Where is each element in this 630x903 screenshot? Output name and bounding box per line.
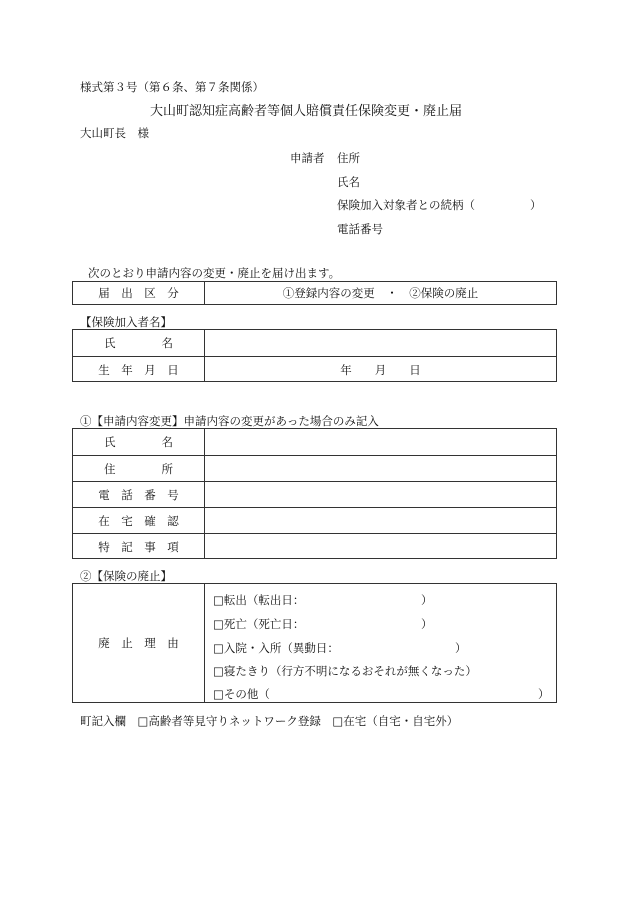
change-row-label: 在 宅 確 認	[98, 513, 179, 528]
applicant-label: 申請者	[290, 151, 325, 165]
abolition-option-other[interactable]: □その他（	[213, 687, 270, 701]
abolition-option-close: ）	[455, 641, 467, 655]
insured-birth-field[interactable]: 年 月 日	[340, 362, 421, 377]
table-row	[73, 507, 556, 533]
table-row	[73, 533, 556, 559]
applicant-relation-close: ）	[530, 198, 542, 212]
abolition-reason-label: 廃 止 理 由	[98, 636, 179, 650]
table-row	[73, 481, 556, 507]
insured-name-label: 氏 名	[104, 336, 173, 350]
change-row-label: 氏 名	[104, 435, 173, 449]
abolition-option-close: ）	[421, 593, 433, 607]
abolition-option-death[interactable]: □死亡（死亡日：	[213, 617, 305, 631]
abolition-option-bedridden[interactable]: □寝たきり（行方不明になるおそれが無くなった）	[213, 664, 477, 678]
change-phone-field[interactable]	[205, 482, 556, 507]
change-home-check-field[interactable]	[205, 508, 556, 533]
abolition-option-moving-out[interactable]: □転出（転出日：	[213, 593, 305, 607]
notification-table	[72, 281, 557, 305]
change-name-field[interactable]	[205, 429, 556, 455]
table-row	[73, 455, 556, 481]
form-number: 様式第３号（第６条、第７条関係）	[80, 80, 264, 94]
abolition-option-hospitalization[interactable]: □入院・入所（異動日：	[213, 641, 339, 655]
change-row-label: 住 所	[104, 461, 173, 476]
change-heading: ①【申請内容変更】申請内容の変更があった場合のみ記入	[80, 414, 379, 428]
insured-birth-label: 生 年 月 日	[98, 362, 179, 377]
change-row-label: 特 記 事 項	[98, 539, 179, 554]
insured-table	[72, 329, 557, 382]
change-row-label: 電 話 番 号	[98, 487, 179, 502]
change-address-field[interactable]	[205, 456, 556, 481]
notification-type-label: 届 出 区 分	[98, 286, 179, 300]
abolition-heading: ②【保険の廃止】	[80, 569, 172, 583]
notification-type-options[interactable]: ①登録内容の変更 ・ ②保険の廃止	[282, 286, 479, 300]
abolition-option-close: ）	[421, 617, 433, 631]
intro-text: 次のとおり申請内容の変更・廃止を届け出ます。	[88, 266, 341, 280]
form-title: 大山町認知症高齢者等個人賠償責任保険変更・廃止届	[150, 104, 463, 119]
change-table	[72, 428, 557, 559]
applicant-address-label: 住所	[337, 151, 360, 165]
applicant-relation-label: 保険加入対象者との続柄（	[337, 198, 475, 212]
addressee: 大山町長 様	[80, 126, 149, 140]
change-notes-field[interactable]	[205, 534, 556, 559]
insured-heading: 【保険加入者名】	[80, 315, 172, 329]
abolition-table	[72, 583, 557, 703]
office-note: 町記入欄 □高齢者等見守りネットワーク登録 □在宅（自宅・自宅外）	[80, 714, 459, 728]
applicant-name-label: 氏名	[337, 175, 360, 189]
applicant-phone-label: 電話番号	[337, 222, 383, 236]
abolition-option-close: ）	[538, 687, 550, 701]
table-row	[73, 429, 556, 455]
insured-name-field[interactable]	[205, 330, 556, 356]
